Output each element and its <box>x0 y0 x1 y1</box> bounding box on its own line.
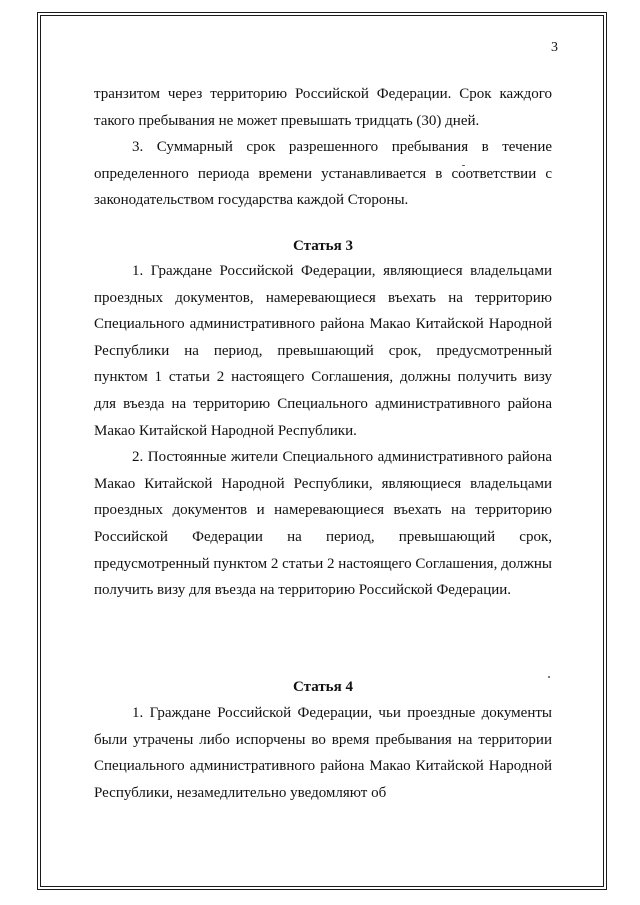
article-4-heading: Статья 4 <box>293 679 353 695</box>
page-number: 3 <box>551 40 558 55</box>
article-3-body <box>94 258 552 604</box>
article-3-heading: Статья 3 <box>293 238 353 254</box>
scan-speck <box>462 165 465 166</box>
article-3-paragraph-1: 1. Граждане Российской Федерации, являющиеся владельцами проездных документов, намеревающиеся въехать на территорию Специального административного района Макао Китайской Народной Республики на период, превышающий срок, предусмотренный пунктом 1 статьи 2 настоящего Соглашения, должны получить визу для въезда на территорию Специального административного района Макао Китайской Народной Республики. <box>94 263 552 439</box>
article-3-paragraph-2: 2. Постоянные жители Специального административного района Макао Китайской Народной Республики, являющиеся владельцами проездных документов и намеревающиеся въехать на территорию Российской Федерации на период, превышающий срок, предусмотренный пунктом 2 статьи 2 настоящего Соглашения, должны получить визу для въезда на территорию Российской Федерации. <box>94 449 552 599</box>
paragraph-item-3: 3. Суммарный срок разрешенного пребывания в течение определенного периода времени устанавливается в соответствии с законодательством государства каждой Стороны. <box>94 139 552 209</box>
scan-speck <box>548 676 550 678</box>
article-4-body <box>94 700 552 806</box>
paragraph-continuation: транзитом через территорию Российской Федерации. Срок каждого такого пребывания не может превышать тридцать (30) дней. <box>94 86 552 129</box>
text-block-continuation <box>94 81 552 214</box>
article-4-paragraph-1: 1. Граждане Российской Федерации, чьи проездные документы были утрачены либо испорчены во время пребывания на территории Специального административного района Макао Китайской Народной Республики, незамедлительно уведомляют об <box>94 705 552 801</box>
